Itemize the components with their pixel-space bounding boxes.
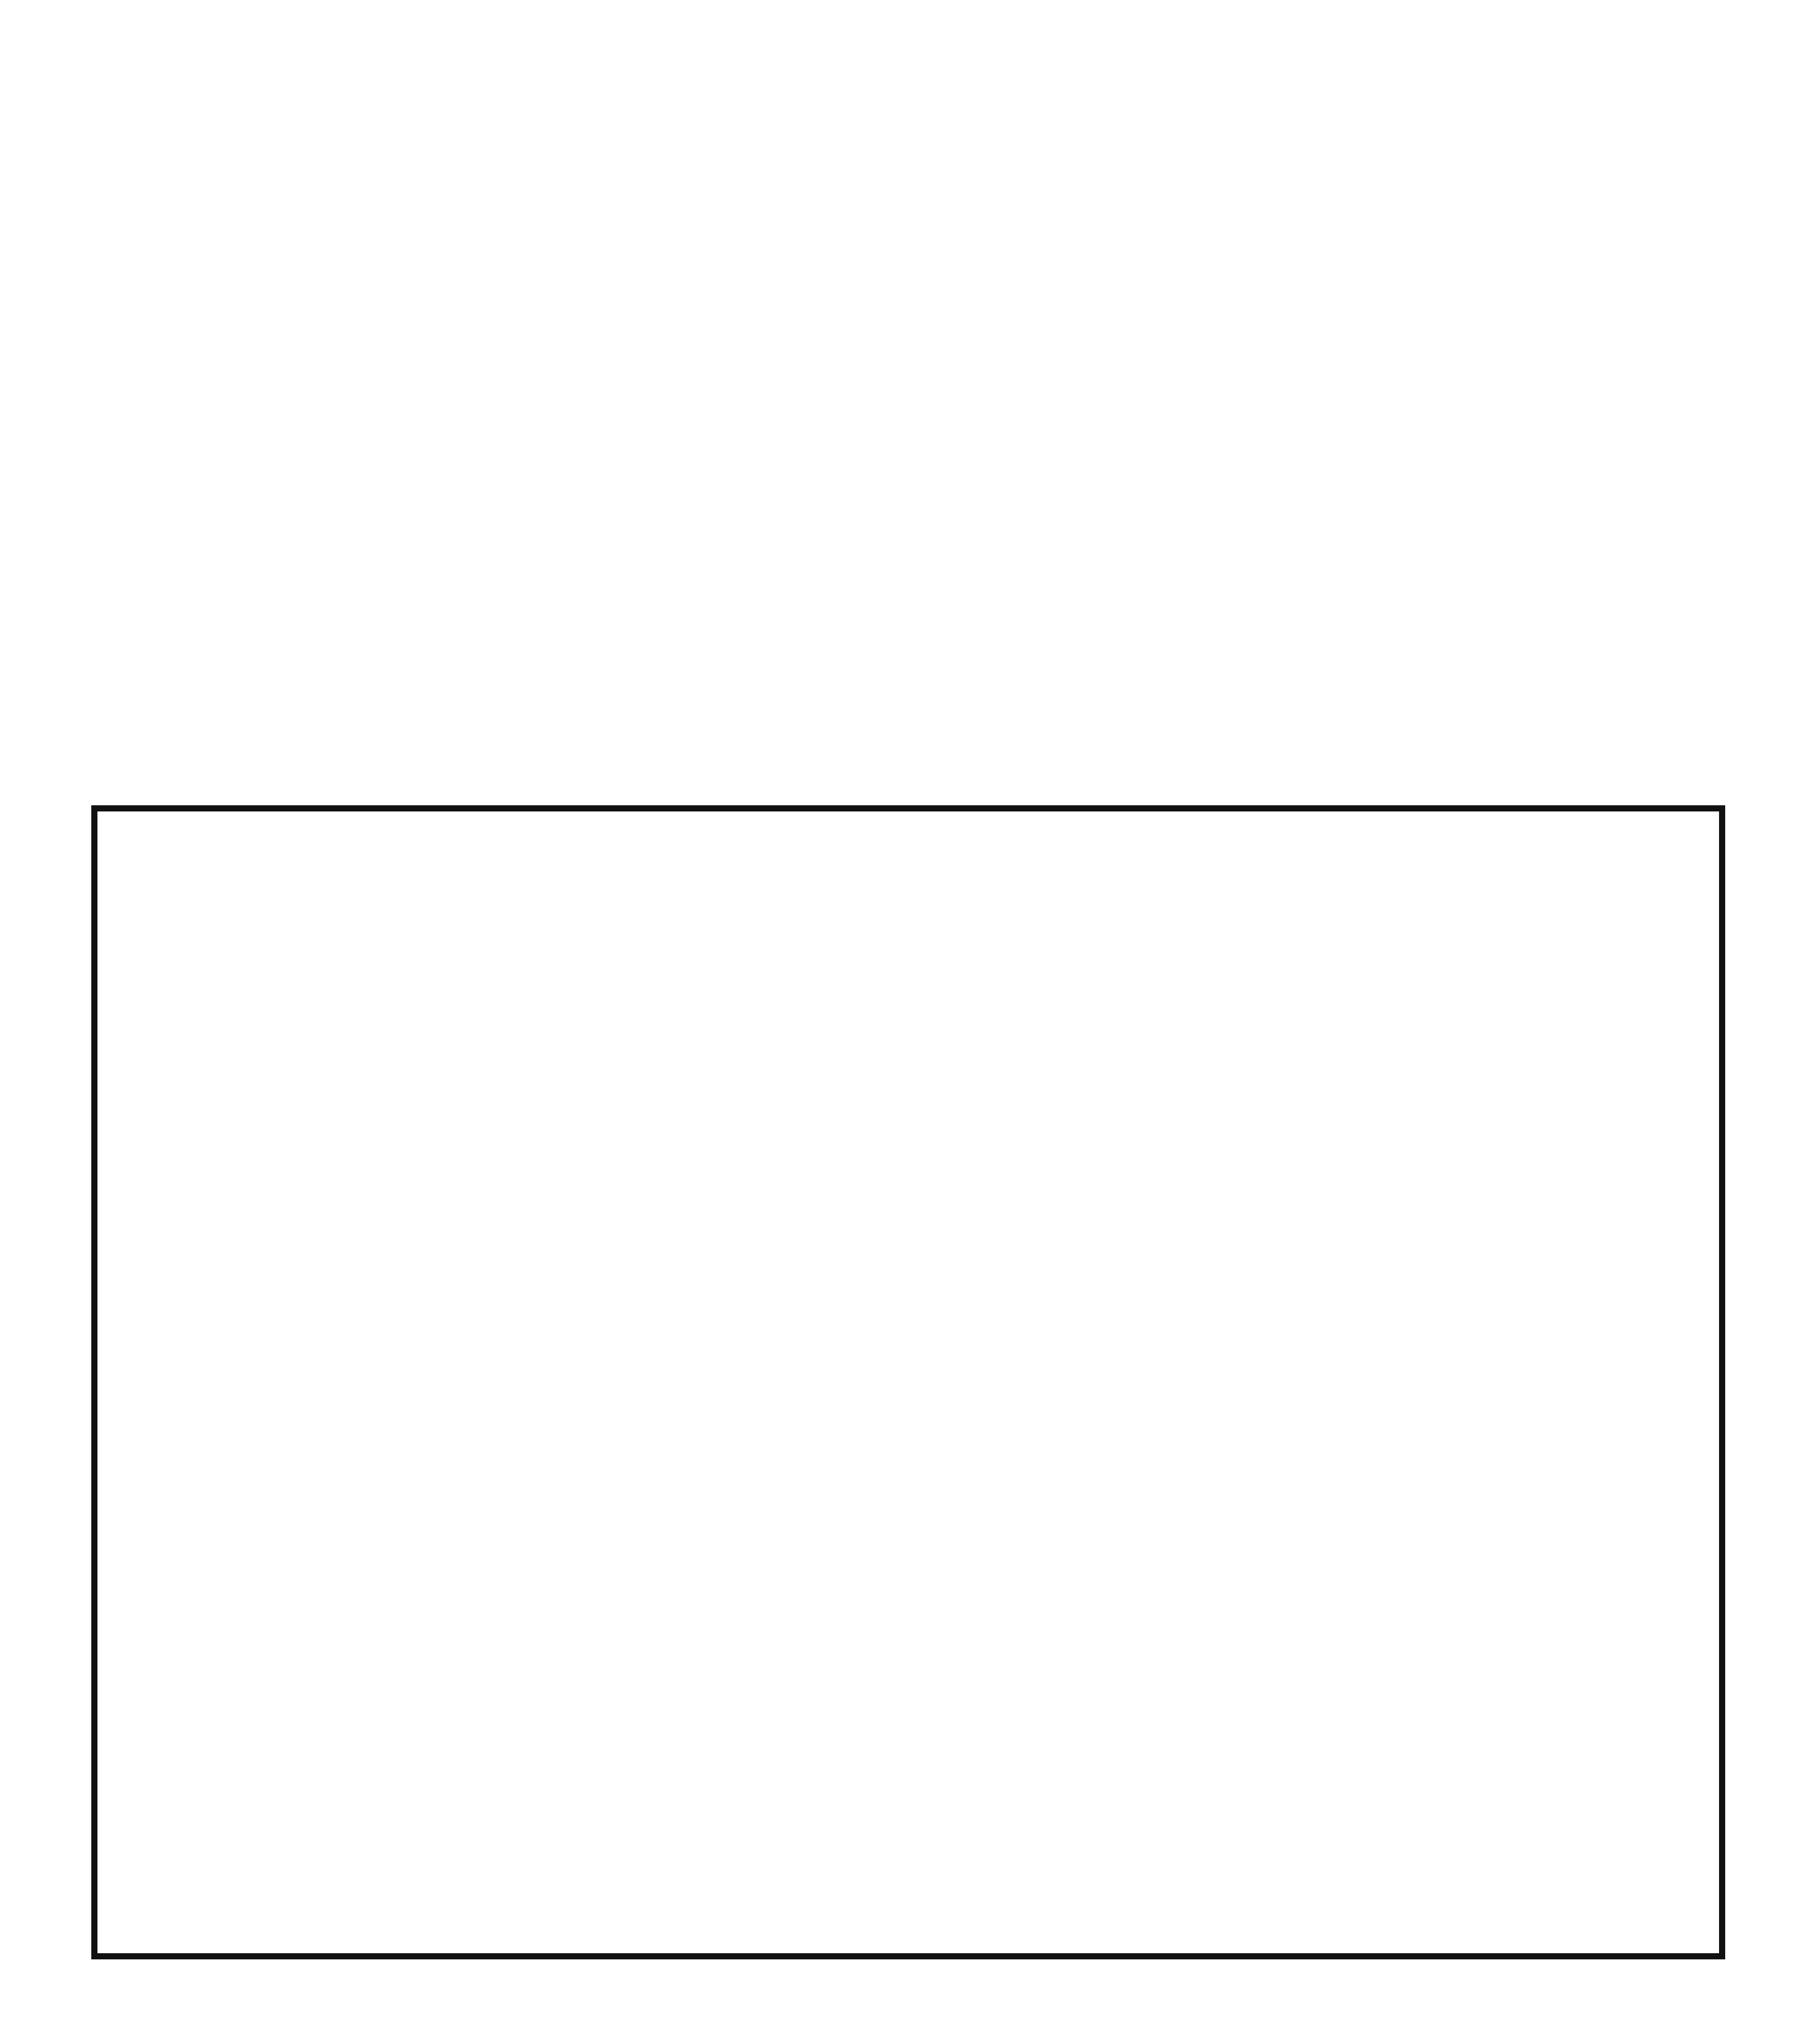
info-panel — [91, 805, 1725, 1959]
